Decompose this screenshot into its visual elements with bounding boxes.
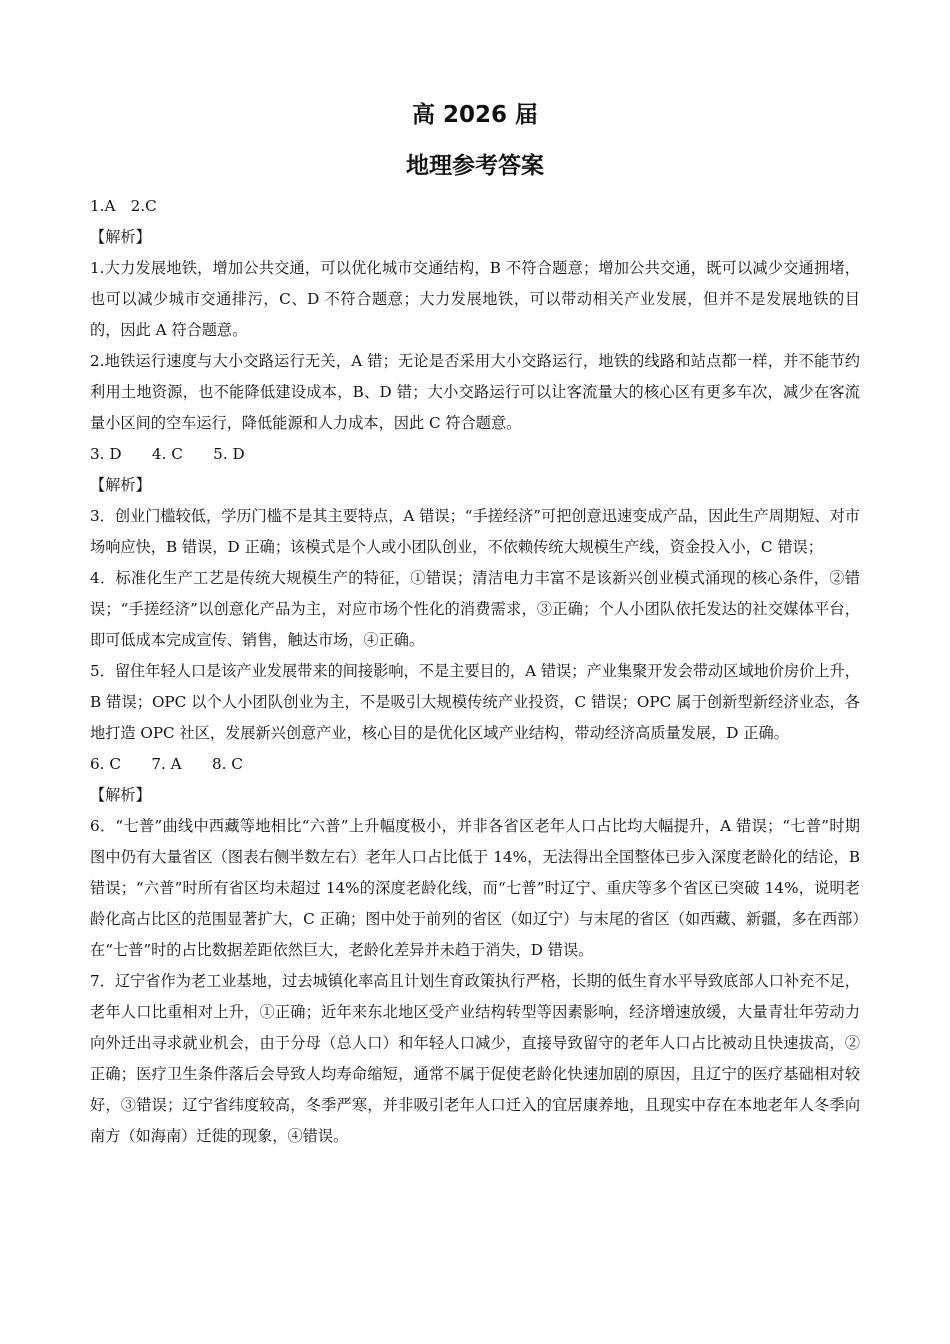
explanation-1: 1.大力发展地铁，增加公共交通，可以优化城市交通结构，B 不符合题意；增加公共交通，既可以减少交通拥堵，也可以减少城市交通排污，C、D 不符合题意；大力发展地铁，可以带动相关产业发展，但并不是发展地铁的目的，因此 A 符合题意。 <box>90 259 860 339</box>
answer-content <box>90 191 860 1152</box>
page-subtitle: 地理参考答案 <box>406 153 544 179</box>
explanation-6: 6．“七普”曲线中西藏等地相比“六普”上升幅度极小，并非各省区老年人口占比均大幅提升，A 错误；“七普”时期图中仍有大量省区（图表右侧半数左右）老年人口占比低于 14%，无法得出全国整体已步入深度老龄化的结论，B 错误；“六普”时所有省区均未超过 14%的深度老龄化线，而“七普”时辽宁、重庆等多个省区已突破 14%，说明老龄化高占比区的范围显著扩大，C 正确；图中处于前列的省区（如辽宁）与末尾的省区（如西藏、新疆，多在西部）在“七普”时的占比数据差距依然巨大，老龄化差异并未趋于消失，D 错误。 <box>90 817 860 959</box>
page-title: 高 2026 届 <box>411 102 539 128</box>
analysis-label: 【解析】 <box>90 476 151 494</box>
explanation-2: 2.地铁运行速度与大小交路运行无关，A 错；无论是否采用大小交路运行，地铁的线路和站点都一样，并不能节约利用土地资源，也不能降低建设成本，B、D 错；大小交路运行可以让客流量大的核心区有更多车次，减少在客流量小区间的空车运行，降低能源和人力成本，因此 C 符合题意。 <box>90 352 860 432</box>
explanation-7: 7．辽宁省作为老工业基地，过去城镇化率高且计划生育政策执行严格，长期的低生育水平导致底部人口补充不足，老年人口比重相对上升，①正确；近年来东北地区受产业结构转型等因素影响，经济增速放缓，大量青壮年劳动力向外迁出寻求就业机会，由于分母（总人口）和年轻人口减少，直接导致留守的老年人口占比被动且快速拔高，②正确；医疗卫生条件落后会导致人均寿命缩短，通常不属于促使老龄化快速加剧的原因，且辽宁的医疗基础相对较好，③错误；辽宁省纬度较高，冬季严寒，并非吸引老年人口迁入的宜居康养地，且现实中存在本地老年人冬季向南方（如海南）迁徙的现象，④错误。 <box>90 972 860 1145</box>
analysis-label: 【解析】 <box>90 228 151 246</box>
explanation-3: 3．创业门槛较低，学历门槛不是其主要特点，A 错误；“手搓经济”可把创意迅速变成产品，因此生产周期短、对市场响应快，B 错误，D 正确；该模式是个人或小团队创业，不依赖传统大规模生产线，资金投入小，C 错误； <box>90 507 860 556</box>
answer-key-3-5: 3. D 4. C 5. D <box>90 445 245 463</box>
answer-key-6-8: 6. C 7. A 8. C <box>90 755 243 773</box>
explanation-4: 4．标准化生产工艺是传统大规模生产的特征，①错误；清洁电力丰富不是该新兴创业模式涌现的核心条件，②错误；“手搓经济”以创意化产品为主，对应市场个性化的消费需求，③正确；个人小团队依托发达的社交媒体平台，即可低成本完成宣传、销售，触达市场，④正确。 <box>90 569 860 649</box>
analysis-label: 【解析】 <box>90 786 151 804</box>
explanation-5: 5．留住年轻人口是该产业发展带来的间接影响，不是主要目的，A 错误；产业集聚开发会带动区域地价房价上升，B 错误；OPC 以个人小团队创业为主，不是吸引大规模传统产业投资，C 错误；OPC 属于创新型新经济业态，各地打造 OPC 社区，发展新兴创意产业，核心目的是优化区域产业结构，带动经济高质量发展，D 正确。 <box>90 662 860 742</box>
answer-key-1-2: 1.A 2.C <box>90 197 157 215</box>
